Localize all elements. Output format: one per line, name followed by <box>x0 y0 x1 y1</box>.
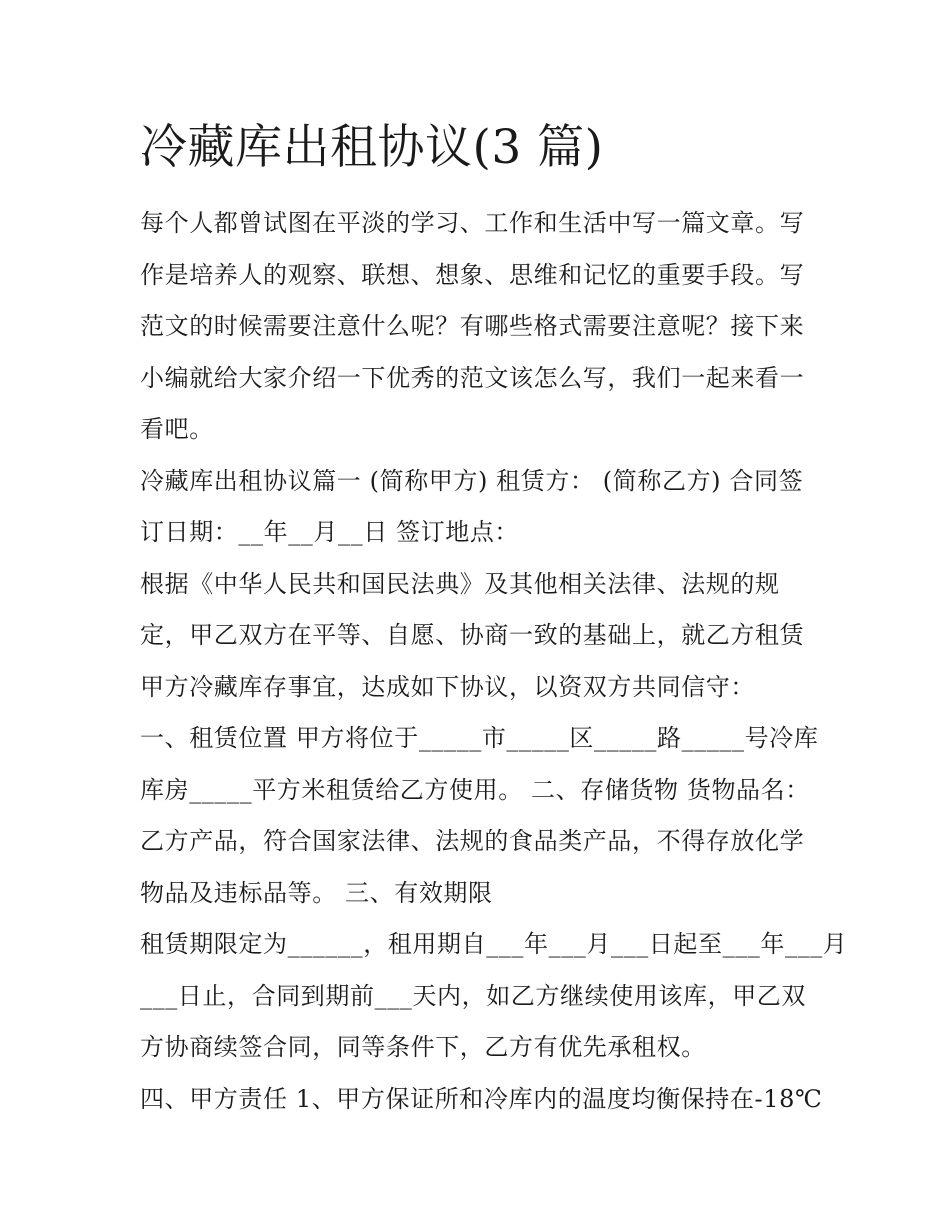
text-line: 乙方产品，符合国家法律、法规的食品类产品，不得存放化学 <box>140 827 805 855</box>
text-line: 一、租赁位置 甲方将位于_____市_____区_____路_____号冷库 <box>140 724 819 752</box>
text-line: 方协商续签合同，同等条件下，乙方有优先承租权。 <box>140 1033 706 1061</box>
text-line: 看吧。 <box>140 415 214 443</box>
text-line: 范文的时候需要注意什么呢？有哪些格式需要注意呢？接下来 <box>140 312 805 340</box>
text-line: 根据《中华人民共和国民法典》及其他相关法律、法规的规 <box>140 569 780 598</box>
text-line: 物品及违标品等。 三、有效期限 <box>140 878 493 907</box>
text-line: 库房_____平方米租赁给乙方使用。 二、存储货物 货物品名： <box>140 775 810 804</box>
document-title: 冷藏库出租协议(3 篇) <box>140 120 604 175</box>
text-line: 作是培养人的观察、联想、想象、思维和记忆的重要手段。写 <box>140 260 805 289</box>
document-body <box>140 198 848 1125</box>
text-line: 定，甲乙双方在平等、自愿、协商一致的基础上，就乙方租赁 <box>140 621 805 649</box>
text-line: 租赁期限定为______，租用期自___年___月___日起至___年___月 <box>140 930 848 958</box>
text-line: 小编就给大家介绍一下优秀的范文该怎么写，我们一起来看一 <box>140 363 805 392</box>
text-line: 四、甲方责任 1、甲方保证所和冷库内的温度均衡保持在-18℃ <box>140 1084 823 1113</box>
text-line: ___日止，合同到期前___天内，如乙方继续使用该库，甲乙双 <box>140 981 806 1010</box>
text-line: 冷藏库出租协议篇一 (简称甲方) 租赁方： (简称乙方) 合同签 <box>140 466 804 495</box>
text-line: 每个人都曾试图在平淡的学习、工作和生活中写一篇文章。写 <box>140 209 805 237</box>
text-line: 甲方冷藏库存事宜，达成如下协议，以资双方共同信守： <box>140 672 755 701</box>
text-line: 订日期：__年__月__日 签订地点： <box>140 518 520 546</box>
